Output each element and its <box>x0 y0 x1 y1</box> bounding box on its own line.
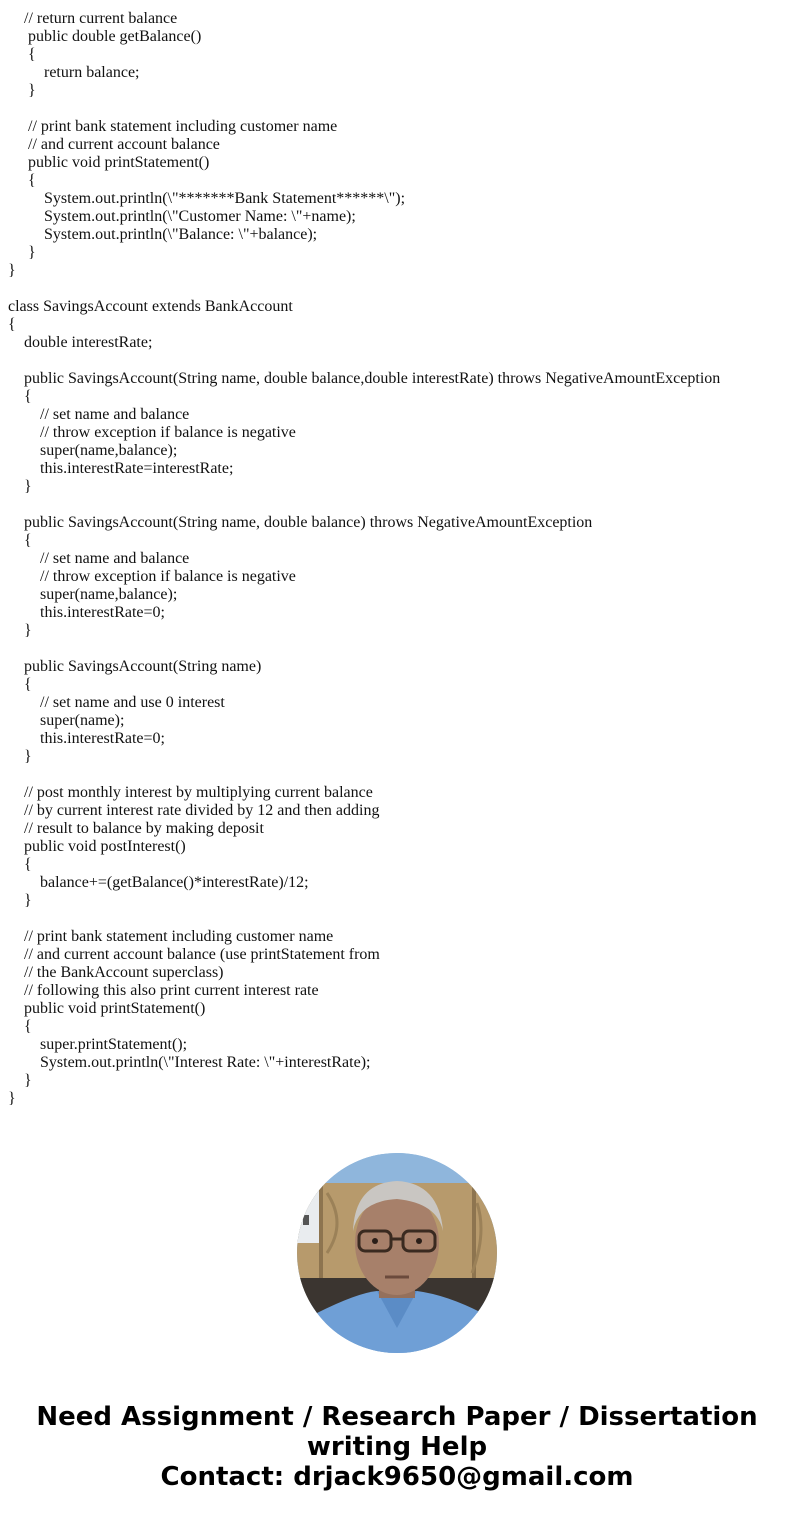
code-line <box>0 136 794 154</box>
code-line-text: { <box>24 856 32 873</box>
code-line <box>0 262 794 280</box>
code-line <box>0 1054 794 1072</box>
code-line <box>0 964 794 982</box>
code-line <box>0 406 794 424</box>
code-line-text: super(name,balance); <box>40 586 178 603</box>
code-line <box>0 244 794 262</box>
code-line <box>0 334 794 352</box>
code-line <box>0 1072 794 1090</box>
code-line <box>0 586 794 604</box>
code-line <box>0 388 794 406</box>
promo-line-2: writing Help <box>306 1432 488 1462</box>
promo-line-1: Need Assignment / Research Paper / Dissertation <box>36 1402 758 1432</box>
code-line <box>0 820 794 838</box>
code-line-text: double interestRate; <box>24 334 153 351</box>
code-line <box>0 298 794 316</box>
code-line <box>0 694 794 712</box>
code-line <box>0 496 794 514</box>
avatar <box>297 1153 497 1353</box>
code-line <box>0 118 794 136</box>
code-line-text: } <box>24 478 32 495</box>
code-line <box>0 154 794 172</box>
code-line-text: { <box>24 388 32 405</box>
code-line-text: this.interestRate=0; <box>40 604 165 621</box>
code-line <box>0 550 794 568</box>
code-line-text: System.out.println(\"Customer Name: \"+name); <box>44 208 356 225</box>
code-line <box>0 532 794 550</box>
code-line <box>0 730 794 748</box>
code-line-text: System.out.println(\"Balance: \"+balance); <box>44 226 318 243</box>
code-line-text: } <box>24 622 32 639</box>
code-line <box>0 190 794 208</box>
code-line-text: } <box>24 1072 32 1089</box>
code-line-text: } <box>8 1090 16 1107</box>
code-line-text: public double getBalance() <box>28 28 202 45</box>
code-line <box>0 82 794 100</box>
code-line-text: return balance; <box>44 64 140 81</box>
code-line-text: { <box>28 46 36 63</box>
code-listing <box>0 10 794 1108</box>
code-line <box>0 370 794 388</box>
code-line <box>0 658 794 676</box>
code-line-text: { <box>8 316 16 333</box>
code-line <box>0 748 794 766</box>
code-line <box>0 856 794 874</box>
code-line-text: public SavingsAccount(String name, double balance) throws NegativeAmountException <box>24 514 593 531</box>
code-line <box>0 712 794 730</box>
code-line-text: this.interestRate=0; <box>40 730 165 747</box>
code-line-text: // and current account balance <box>28 136 220 153</box>
code-line <box>0 460 794 478</box>
code-line <box>0 442 794 460</box>
code-line-text: } <box>8 262 16 279</box>
code-line-text: } <box>28 82 36 99</box>
code-line <box>0 838 794 856</box>
code-line-text: public SavingsAccount(String name) <box>24 658 262 675</box>
code-line <box>0 910 794 928</box>
code-line-text: // throw exception if balance is negative <box>40 568 296 585</box>
code-line <box>0 46 794 64</box>
code-line-text: // set name and use 0 interest <box>40 694 225 711</box>
code-line <box>0 802 794 820</box>
code-line <box>0 100 794 118</box>
code-line-text: // following this also print current interest rate <box>24 982 319 999</box>
code-line-text: // post monthly interest by multiplying current balance <box>24 784 373 801</box>
code-line-text: // set name and balance <box>40 406 190 423</box>
code-line-text: // the BankAccount superclass) <box>24 964 224 981</box>
code-line <box>0 1036 794 1054</box>
code-line <box>0 478 794 496</box>
code-line <box>0 352 794 370</box>
code-line-text: // print bank statement including customer name <box>28 118 338 135</box>
code-line <box>0 874 794 892</box>
code-line <box>0 946 794 964</box>
code-line-text: { <box>24 1018 32 1035</box>
code-line-text: System.out.println(\"*******Bank Statement******\"); <box>44 190 406 207</box>
code-line-text: } <box>24 892 32 909</box>
code-line-text: // and current account balance (use printStatement from <box>24 946 380 963</box>
code-line-text: public void printStatement() <box>24 1000 206 1017</box>
code-line <box>0 928 794 946</box>
code-line <box>0 280 794 298</box>
code-line <box>0 982 794 1000</box>
code-line-text: public SavingsAccount(String name, double balance,double interestRate) throws NegativeAmountException <box>24 370 721 387</box>
code-line <box>0 1018 794 1036</box>
code-line-text: { <box>24 676 32 693</box>
code-line-text: public void postInterest() <box>24 838 186 855</box>
code-line-text: balance+=(getBalance()*interestRate)/12; <box>40 874 309 891</box>
promo-footer <box>0 1402 794 1492</box>
code-line-text: class SavingsAccount extends BankAccount <box>8 298 293 315</box>
portrait-image <box>297 1153 497 1353</box>
code-line <box>0 568 794 586</box>
code-line-text: super(name); <box>40 712 125 729</box>
code-line-text: } <box>24 748 32 765</box>
code-line-text: this.interestRate=interestRate; <box>40 460 234 477</box>
code-line-text: super.printStatement(); <box>40 1036 188 1053</box>
code-line <box>0 208 794 226</box>
code-line-text: { <box>24 532 32 549</box>
code-line <box>0 640 794 658</box>
code-line <box>0 622 794 640</box>
code-line-text: // by current interest rate divided by 12 and then adding <box>24 802 380 819</box>
code-line-text: } <box>28 244 36 261</box>
code-line <box>0 892 794 910</box>
code-line-text: // set name and balance <box>40 550 190 567</box>
code-line <box>0 1090 794 1108</box>
code-line-text: super(name,balance); <box>40 442 178 459</box>
code-line-text: public void printStatement() <box>28 154 210 171</box>
code-line <box>0 316 794 334</box>
code-line-text: System.out.println(\"Interest Rate: \"+interestRate); <box>40 1054 371 1071</box>
code-line <box>0 676 794 694</box>
code-line-text: // print bank statement including customer name <box>24 928 334 945</box>
code-line-text: // throw exception if balance is negative <box>40 424 296 441</box>
code-line-text: // result to balance by making deposit <box>24 820 264 837</box>
contact-email: Contact: drjack9650@gmail.com <box>160 1462 634 1492</box>
code-line <box>0 604 794 622</box>
code-line <box>0 1000 794 1018</box>
code-line <box>0 28 794 46</box>
code-line <box>0 784 794 802</box>
code-line <box>0 10 794 28</box>
code-line-text: // return current balance <box>24 10 178 27</box>
code-line <box>0 226 794 244</box>
code-line <box>0 64 794 82</box>
code-line <box>0 766 794 784</box>
code-line-text: { <box>28 172 36 189</box>
code-line <box>0 424 794 442</box>
code-line <box>0 514 794 532</box>
code-line <box>0 172 794 190</box>
